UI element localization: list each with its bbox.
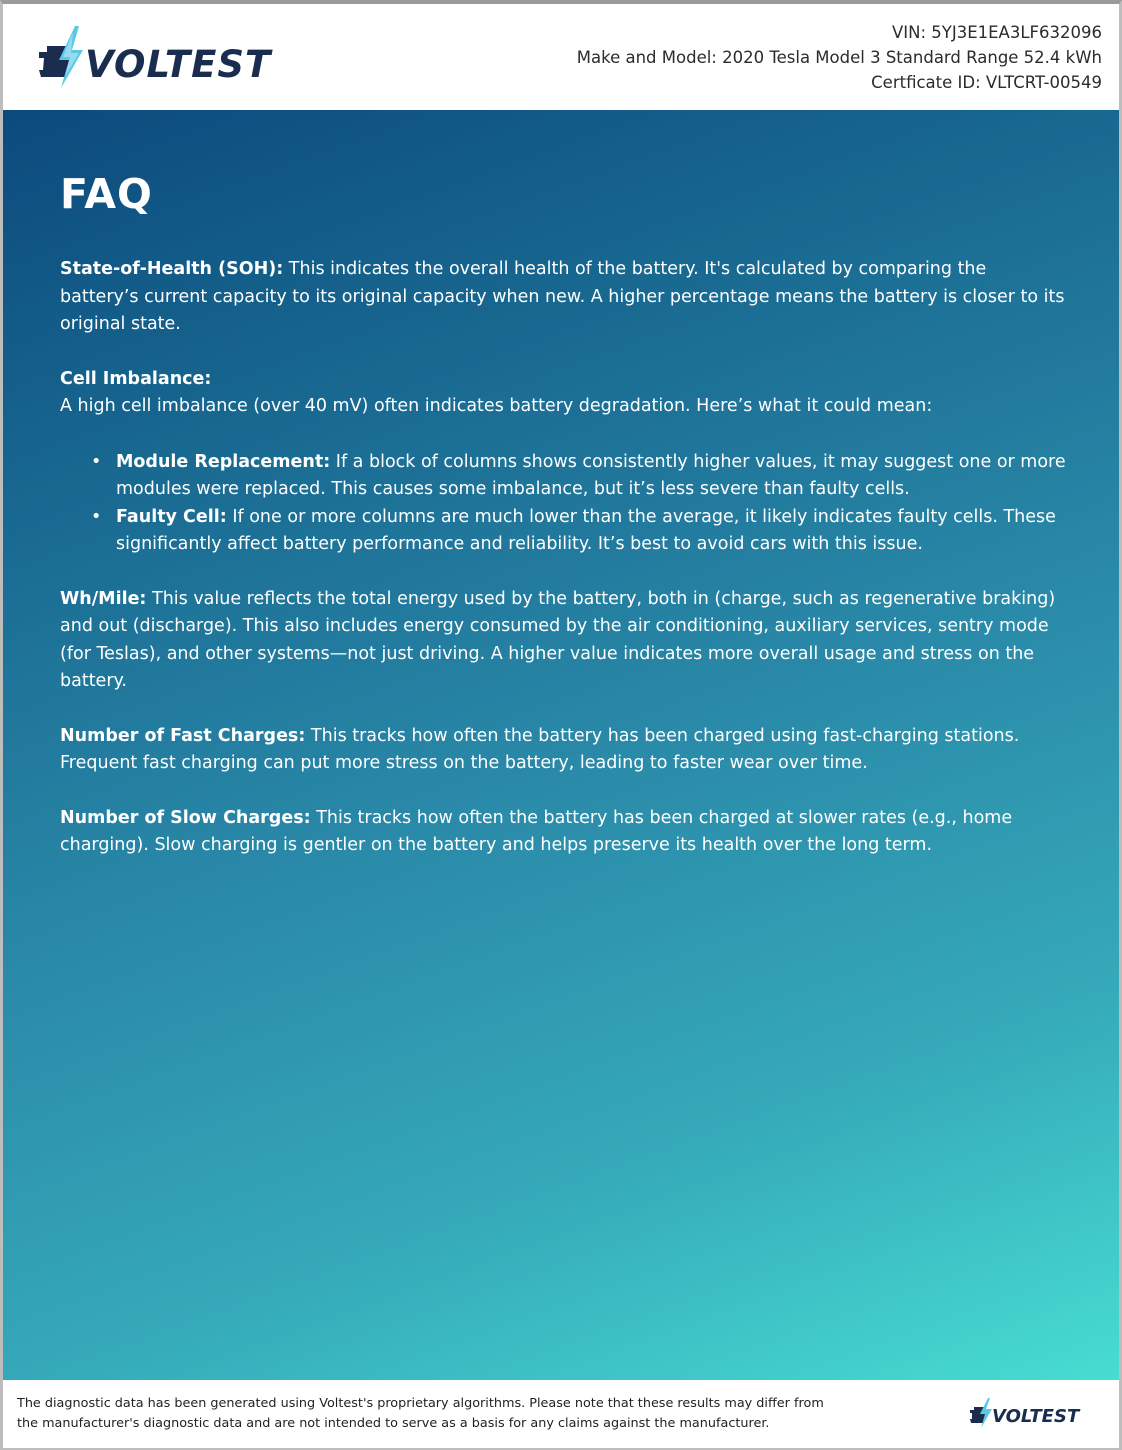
faq-soh [60, 256, 1070, 339]
voltest-footer-logo-mark [969, 1396, 1095, 1430]
faq-wh-mile-term: Wh/Mile: [60, 588, 147, 609]
page-title: FAQ [60, 170, 153, 218]
list-item-term: Faulty Cell: [116, 506, 227, 527]
bullet-icon: • [91, 506, 102, 527]
svg-text:VOLTEST: VOLTEST [992, 1406, 1080, 1427]
faq-cell-imbalance [60, 366, 1070, 421]
certificate-meta [577, 20, 1102, 95]
svg-text:VOLTEST: VOLTEST [85, 43, 272, 86]
faq-slow-charges-term: Number of Slow Charges: [60, 807, 311, 828]
footer-disclaimer [17, 1394, 917, 1434]
certificate-id-text: Certficate ID: VLTCRT-00549 [871, 73, 1102, 92]
make-model-text: Make and Model: 2020 Tesla Model 3 Standard Range 52.4 kWh [576, 48, 1102, 67]
faq-slow-charges-text: This tracks how often the battery has been charged at slower rates (e.g., home charging). Slow charging is gentler on the battery and helps preserve its health over the long term. [60, 807, 1013, 855]
list-item [91, 449, 1070, 504]
voltest-logo [37, 22, 287, 92]
disclaimer-line: the manufacturer's diagnostic data and are not intended to serve as a basis for any claims against the manufacturer. [17, 1416, 770, 1431]
faq-cell-imbalance-term: Cell Imbalance: [60, 368, 212, 389]
faq-cell-imbalance-intro: A high cell imbalance (over 40 mV) often indicates battery degradation. Here’s what it could mean: [60, 396, 933, 416]
footer [3, 1380, 1119, 1448]
footer-logo [969, 1396, 1095, 1430]
faq-fast-charges-text: This tracks how often the battery has been charged using fast-charging stations. Frequent fast charging can put more stress on the battery, leading to faster wear over time. [60, 725, 1020, 773]
voltest-logo-mark [37, 22, 287, 92]
faq-wh-mile-text: This value reflects the total energy used by the battery, both in (charge, such as regenerative braking) and out (discharge). This also includes energy consumed by the air conditioning, auxiliary services, sentry mode (for Teslas), and other systems—not just driving. A higher value indicates more overall usage and stress on the battery. [60, 588, 1056, 691]
list-item [91, 504, 1070, 559]
faq-slow-charges [60, 805, 1070, 860]
faq-soh-term: State-of-Health (SOH): [60, 259, 284, 279]
cell-imbalance-list [60, 449, 1070, 559]
list-item-text: If a block of columns shows consistently higher values, it may suggest one or more modules were replaced. This causes some imbalance, but it’s less severe than faulty cells. [116, 451, 1066, 499]
list-item-term: Module Replacement: [116, 451, 331, 472]
faq-fast-charges [60, 723, 1070, 778]
faq-wh-mile [60, 586, 1070, 696]
bullet-icon: • [91, 451, 102, 472]
header [3, 4, 1119, 110]
faq-content [60, 256, 1070, 887]
faq-soh-text: This indicates the overall health of the battery. It's calculated by comparing the battery’s current capacity to its original capacity when new. A higher percentage means the battery is closer to its original state. [60, 259, 1065, 334]
vin-text: VIN: 5YJ3E1EA3LF632096 [891, 23, 1102, 42]
list-item-text: If one or more columns are much lower than the average, it likely indicates faulty cells. These significantly affect battery performance and reliability. It’s best to avoid cars with this issue. [116, 506, 1056, 554]
disclaimer-line: The diagnostic data has been generated using Voltest's proprietary algorithms. Please note that these results may differ from [17, 1396, 824, 1411]
faq-fast-charges-term: Number of Fast Charges: [60, 725, 306, 746]
faq-panel [3, 110, 1119, 1380]
